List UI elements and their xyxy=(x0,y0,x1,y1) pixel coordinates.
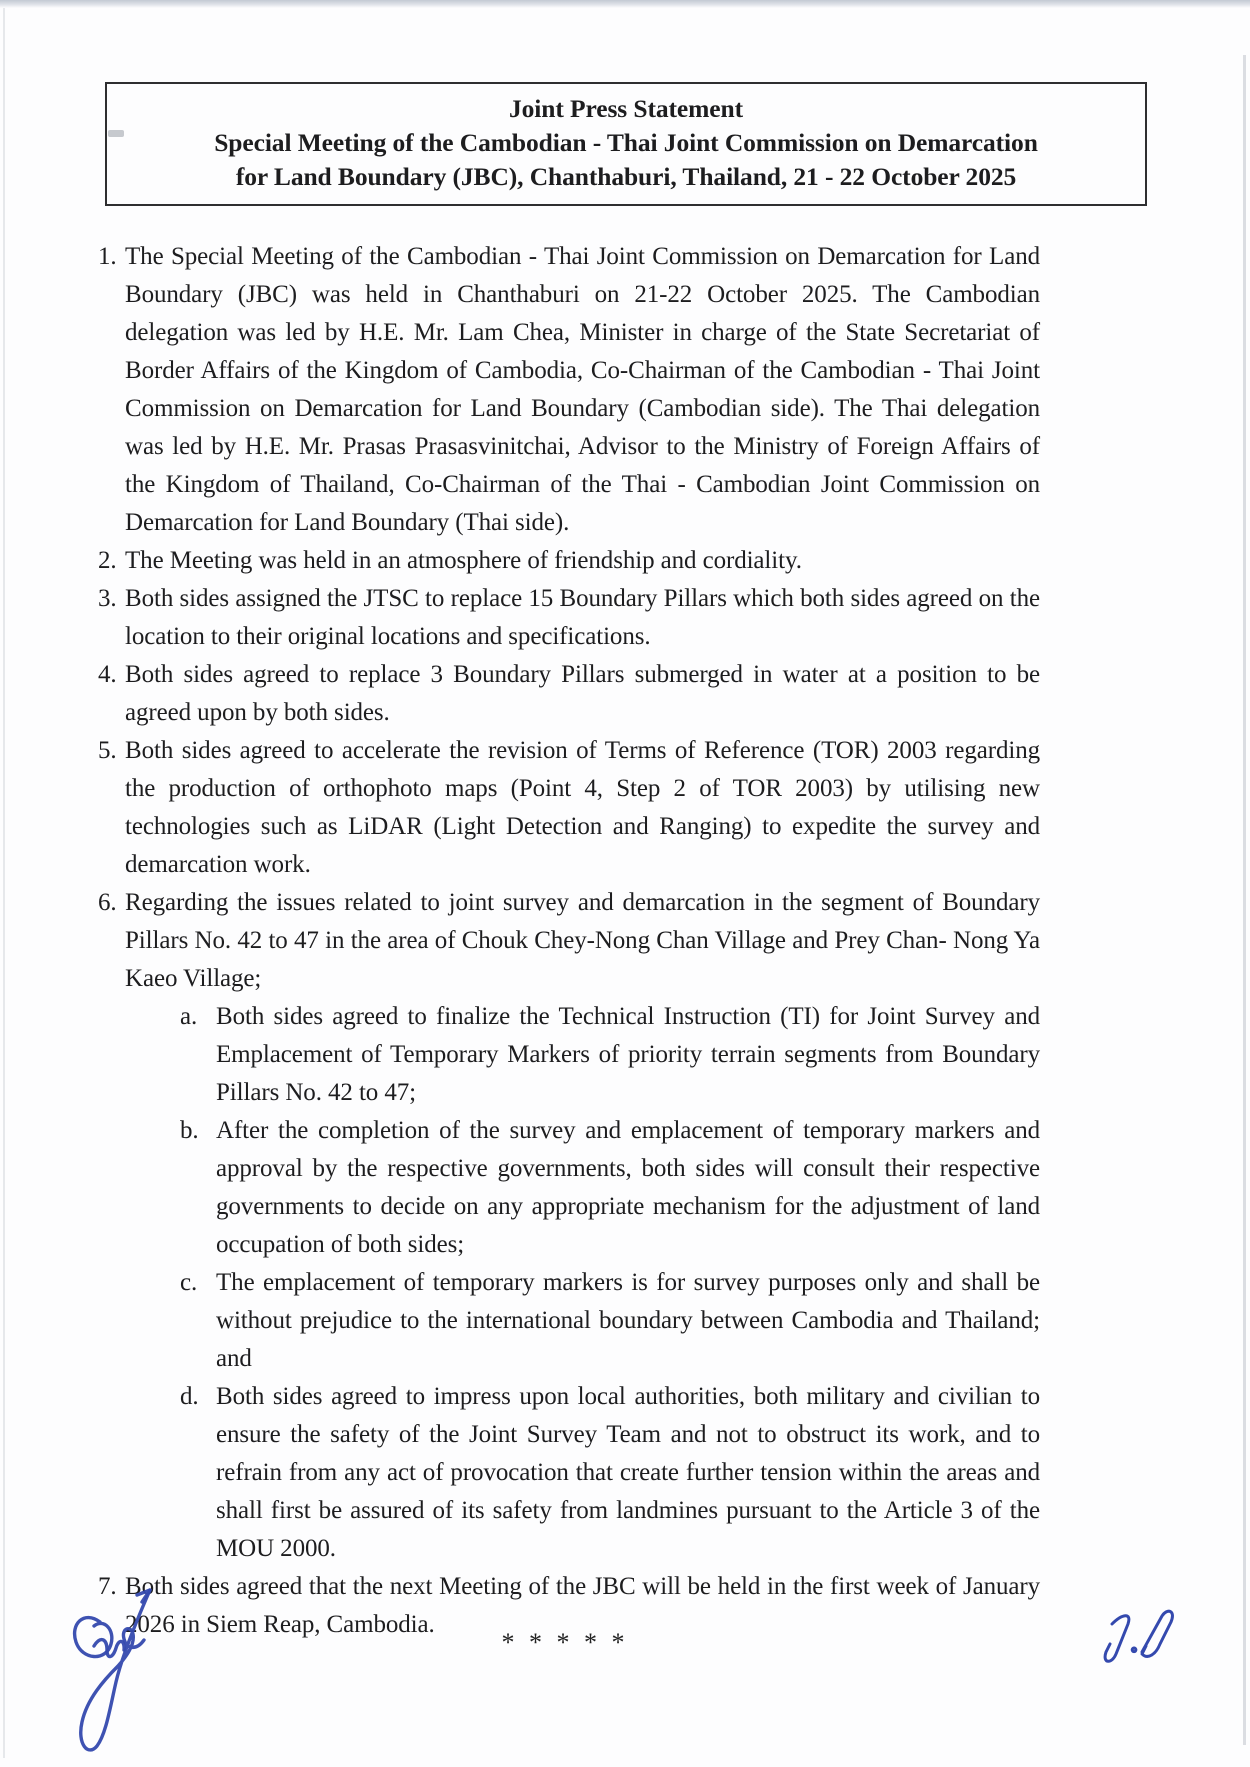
signature-left-ink xyxy=(60,1582,178,1764)
scan-edge-top xyxy=(0,0,1250,8)
item-marker: 3. xyxy=(98,585,117,612)
item-text: Both sides agreed that the next Meeting of the JBC will be held in the first week of January 2026 in Siem Reap, Cambodia. xyxy=(125,1573,1040,1638)
item-marker: c. xyxy=(180,1269,198,1296)
item-text: Both sides agreed to replace 3 Boundary Pillars submerged in water at a position to be agreed upon by both sides. xyxy=(125,661,1040,726)
list-item-4 xyxy=(90,656,1040,732)
title-box xyxy=(105,82,1147,206)
list-item-6 xyxy=(90,884,1040,998)
item-marker: d. xyxy=(180,1383,199,1410)
scan-edge-left xyxy=(3,8,5,1758)
item-marker: 7. xyxy=(98,1573,117,1600)
list-item-5 xyxy=(90,732,1040,884)
item-marker: 5. xyxy=(98,737,117,764)
item-text: Both sides agreed to impress upon local authorities, both military and civilian to ensure the safety of the Joint Survey Team and not to obstruct its work, and to refrain from any act of provocation that create further tension within the areas and shall first be assured of its safety from landmines pursuant to the Article 3 of the MOU 2000. xyxy=(216,1383,1040,1562)
list-item-2 xyxy=(90,542,1040,580)
list-item-6b xyxy=(178,1112,1040,1264)
document-body xyxy=(90,238,1040,1644)
item-marker: 1. xyxy=(98,243,117,270)
item-text: Regarding the issues related to joint survey and demarcation in the segment of Boundary Pillars No. 42 to 47 in the area of Chouk Chey-Nong Chan Village and Prey Chan- Nong Ya Kaeo Village; xyxy=(125,889,1040,992)
scan-edge-right xyxy=(1243,55,1246,1745)
list-item-6a xyxy=(178,998,1040,1112)
item-text: After the completion of the survey and emplacement of temporary markers and approval by the respective governments, both sides will consult their respective governments to decide on any appropriate mechanism for the adjustment of land occupation of both sides; xyxy=(216,1117,1040,1258)
item-text: The Meeting was held in an atmosphere of friendship and cordiality. xyxy=(125,547,802,574)
item-marker: 4. xyxy=(98,661,117,688)
item-marker: 6. xyxy=(98,889,117,916)
item-text: Both sides assigned the JTSC to replace 15 Boundary Pillars which both sides agreed on the location to their original locations and specifications. xyxy=(125,585,1040,650)
item-text: Both sides agreed to finalize the Technical Instruction (TI) for Joint Survey and Emplacement of Temporary Markers of priority terrain segments from Boundary Pillars No. 42 to 47; xyxy=(216,1003,1040,1106)
item-marker: b. xyxy=(180,1117,199,1144)
item-text: Both sides agreed to accelerate the revision of Terms of Reference (TOR) 2003 regarding the production of orthophoto maps (Point 4, Step 2 of TOR 2003) by utilising new technologies such as LiDAR (Light Detection and Ranging) to expedite the survey and demarcation work. xyxy=(125,737,1040,878)
list-item-3 xyxy=(90,580,1040,656)
item-text: The Special Meeting of the Cambodian - Thai Joint Commission on Demarcation for Land Boundary (JBC) was held in Chanthaburi on 21-22 October 2025. The Cambodian delegation was led by H.E. Mr. Lam Chea, Minister in charge of the State Secretariat of Border Affairs of the Kingdom of Cambodia, Co-Chairman of the Cambodian - Thai Joint Commission on Demarcation for Land Boundary (Cambodian side). The Thai delegation was led by H.E. Mr. Prasas Prasasvinitchai, Advisor to the Ministry of Foreign Affairs of the Kingdom of Thailand, Co-Chairman of the Thai - Cambodian Joint Commission on Demarcation for Land Boundary (Thai side). xyxy=(125,243,1040,536)
document-title: Joint Press Statement xyxy=(509,94,743,123)
list-item-6d xyxy=(178,1378,1040,1568)
item-text: The emplacement of temporary markers is for survey purposes only and shall be without prejudice to the international boundary between Cambodia and Thailand; and xyxy=(216,1269,1040,1372)
item-marker: a. xyxy=(180,1003,198,1030)
signature-right-ink xyxy=(1090,1602,1190,1682)
list-item-6c xyxy=(178,1264,1040,1378)
item-marker: 2. xyxy=(98,547,117,574)
document-subtitle-line-1: Special Meeting of the Cambodian - Thai Joint Commission on Demarcation xyxy=(214,128,1038,157)
document-subtitle-line-2: for Land Boundary (JBC), Chanthaburi, Thailand, 21 - 22 October 2025 xyxy=(235,162,1017,191)
list-item-1 xyxy=(90,238,1040,542)
footer-stars: * * * * * xyxy=(501,1628,629,1657)
